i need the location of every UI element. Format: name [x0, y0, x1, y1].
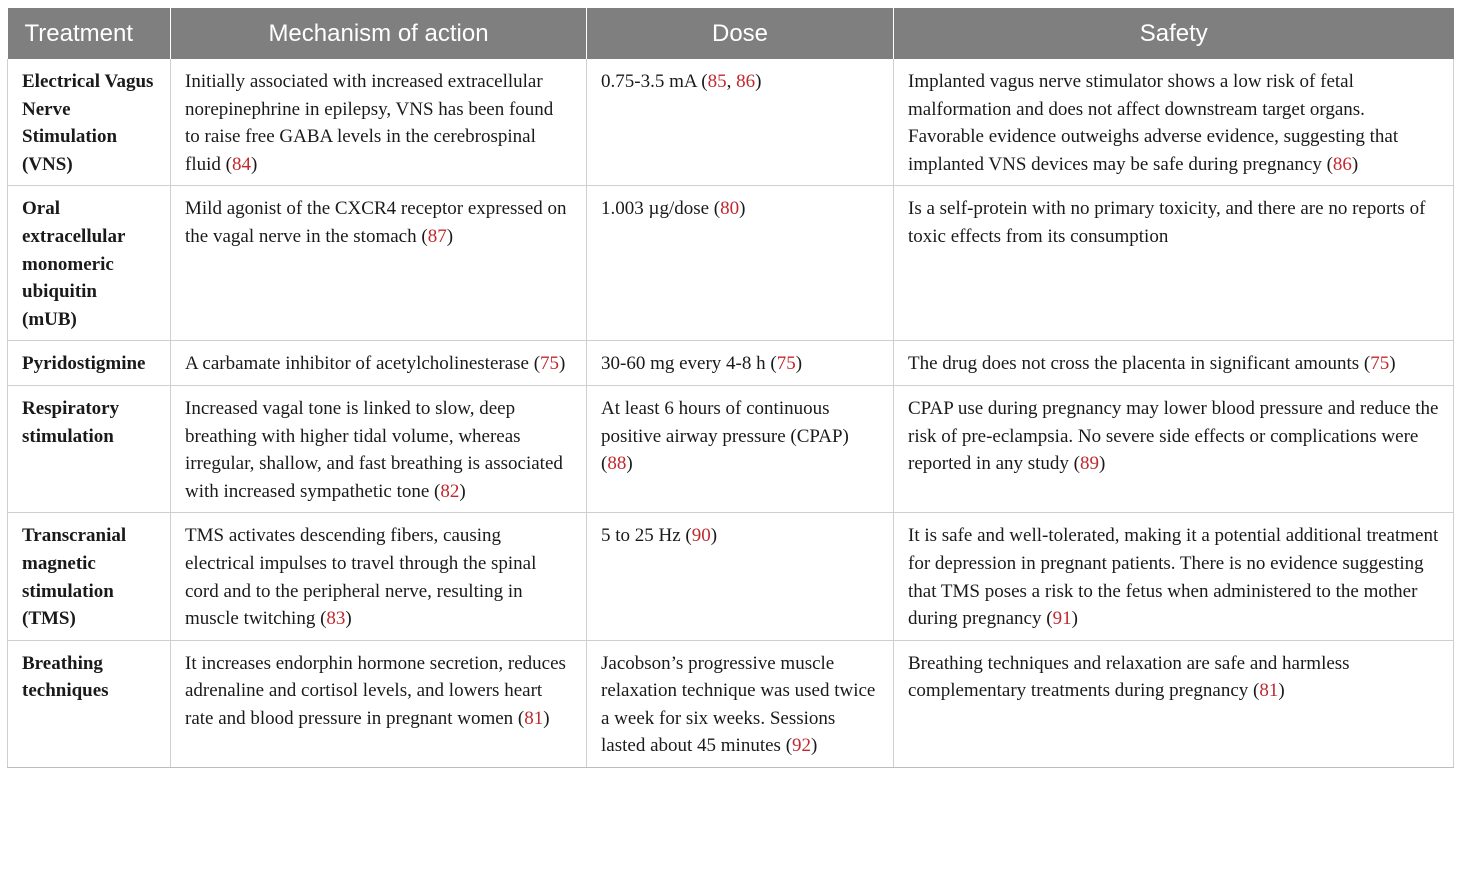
- reference-link[interactable]: 87: [427, 225, 447, 247]
- reference-link[interactable]: 92: [792, 735, 812, 757]
- table-row: [8, 341, 1454, 386]
- table-row: [8, 513, 1454, 640]
- reference-link[interactable]: 81: [524, 707, 544, 729]
- cell-text-tail: ): [559, 353, 566, 375]
- safety-cell: [894, 186, 1454, 341]
- cell-text-tail: ): [1099, 453, 1106, 475]
- cell-text-tail: ): [459, 480, 466, 502]
- safety-cell: [894, 640, 1454, 767]
- cell-text-tail: ): [543, 707, 550, 729]
- cell-text-tail: ): [795, 353, 803, 375]
- cell-text: 5 to 25 Hz (: [601, 525, 692, 547]
- cell-text-tail: ): [811, 735, 818, 757]
- cell-text: Initially associated with increased extracellular norepinephrine in epilepsy, VNS has been found to raise free GABA levels in the cerebrospinal fluid (: [185, 71, 554, 175]
- table-header: [8, 8, 1454, 59]
- mechanism-cell: [171, 186, 587, 341]
- cell-text: At least 6 hours of continuous positive airway pressure (CPAP) (: [601, 397, 849, 475]
- header-mechanism: Mechanism of action: [171, 8, 587, 59]
- table-row: [8, 385, 1454, 512]
- cell-text-tail: ): [345, 608, 352, 630]
- mechanism-cell: [171, 341, 587, 386]
- mechanism-cell: [171, 385, 587, 512]
- dose-cell: [587, 341, 894, 386]
- dose-cell: [587, 513, 894, 640]
- reference-link[interactable]: 75: [540, 353, 560, 375]
- dose-cell: [587, 640, 894, 767]
- table-row: [8, 640, 1454, 767]
- reference-link[interactable]: 88: [607, 453, 627, 475]
- reference-link[interactable]: 90: [691, 525, 711, 547]
- safety-cell: [894, 59, 1454, 186]
- cell-text-tail: ): [1278, 680, 1285, 702]
- reference-link[interactable]: 81: [1259, 680, 1279, 702]
- cell-text-tail: ): [626, 453, 633, 475]
- safety-cell: [894, 341, 1454, 386]
- mechanism-cell: [171, 59, 587, 186]
- header-row: [8, 8, 1454, 59]
- treatment-cell: Transcranial magnetic stimulation (TMS): [8, 513, 171, 640]
- cell-text: Jacobson’s progressive muscle relaxation technique was used twice a week for six weeks. Sessions lasted about 45 minutes (: [601, 652, 876, 757]
- reference-link[interactable]: 85: [707, 71, 727, 92]
- treatment-cell: Respiratory stimulation: [8, 385, 171, 512]
- reference-link[interactable]: 82: [440, 480, 460, 502]
- cell-text-tail: ): [1071, 608, 1078, 630]
- cell-text-tail: ): [250, 153, 258, 175]
- header-dose: Dose: [587, 8, 894, 59]
- treatment-cell: Oral extracellular monomeric ubiquitin (mUB): [8, 186, 171, 341]
- table-row: [8, 186, 1454, 341]
- reference-link[interactable]: 75: [1370, 353, 1390, 375]
- cell-text: Mild agonist of the CXCR4 receptor expressed on the vagal nerve in the stomach (: [185, 198, 567, 247]
- cell-text-tail: ): [739, 198, 746, 220]
- header-treatment: Treatment: [8, 8, 171, 59]
- reference-link[interactable]: 86: [1332, 153, 1352, 175]
- mechanism-cell: [171, 513, 587, 640]
- cell-text: It is safe and well-tolerated, making it a potential additional treatment for depression in pregnant patients. There is no evidence suggesting that TMS poses a risk to the fetus when administered to the mother during pregnancy (: [908, 525, 1439, 630]
- cell-text: Breathing techniques and relaxation are safe and harmless complementary treatments during pregnancy (: [908, 652, 1350, 702]
- dose-cell: 0.75-3.5 mA (85, 86): [587, 59, 894, 186]
- cell-text: 30-60 mg every 4-8 h (: [601, 353, 777, 375]
- reference-link[interactable]: 86: [736, 71, 756, 92]
- cell-text-tail: ): [1389, 353, 1396, 375]
- cell-text: Is a self-protein with no primary toxicity, and there are no reports of toxic effects from its consumption: [908, 198, 1426, 247]
- reference-link[interactable]: 84: [231, 153, 251, 175]
- reference-link[interactable]: 80: [720, 198, 740, 220]
- reference-link[interactable]: 75: [776, 353, 796, 375]
- cell-text-tail: ): [446, 225, 454, 247]
- reference-link[interactable]: 91: [1052, 608, 1072, 630]
- safety-cell: [894, 513, 1454, 640]
- reference-link[interactable]: 83: [326, 608, 346, 630]
- header-safety: Safety: [894, 8, 1454, 59]
- cell-text: It increases endorphin hormone secretion, reduces adrenaline and cortisol levels, and lowers heart rate and blood pressure in pregnant women (: [185, 652, 566, 729]
- cell-text: Implanted vagus nerve stimulator shows a low risk of fetal malformation and does not affect downstream target organs. Favorable evidence outweighs adverse evidence, suggesting that implanted VNS devices may be safe during pregnancy (: [908, 71, 1399, 175]
- treatment-cell: Electrical Vagus Nerve Stimulation (VNS): [8, 59, 171, 186]
- dose-cell: [587, 385, 894, 512]
- reference-link[interactable]: 89: [1080, 453, 1100, 475]
- cell-text: A carbamate inhibitor of acetylcholinesterase (: [185, 353, 541, 375]
- dose-cell: [587, 186, 894, 341]
- cell-text-tail: ): [1351, 153, 1359, 175]
- table-row: [8, 59, 1454, 186]
- cell-text-tail: ): [710, 525, 718, 547]
- cell-text: Increased vagal tone is linked to slow, deep breathing with higher tidal volume, whereas irregular, shallow, and fast breathing is associated with increased sympathetic tone (: [185, 397, 563, 502]
- cell-text: CPAP use during pregnancy may lower blood pressure and reduce the risk of pre-eclampsia. No severe side effects or complications were reported in any study (: [908, 397, 1439, 475]
- safety-cell: [894, 385, 1454, 512]
- treatment-table-container: [7, 8, 1453, 768]
- treatment-cell: Breathing techniques: [8, 640, 171, 767]
- cell-text: 0.75-3.5 mA (: [601, 71, 708, 92]
- table-body: [8, 59, 1454, 768]
- cell-text: TMS activates descending fibers, causing electrical impulses to travel through the spinal cord and to the peripheral nerve, resulting in muscle twitching (: [185, 525, 537, 630]
- cell-text-tail: ): [755, 71, 762, 92]
- cell-text: The drug does not cross the placenta in significant amounts (: [908, 353, 1371, 375]
- treatment-cell: Pyridostigmine: [8, 341, 171, 386]
- mechanism-cell: [171, 640, 587, 767]
- treatment-table: [7, 8, 1454, 768]
- cell-text: 1.003 µg/dose (: [601, 198, 721, 220]
